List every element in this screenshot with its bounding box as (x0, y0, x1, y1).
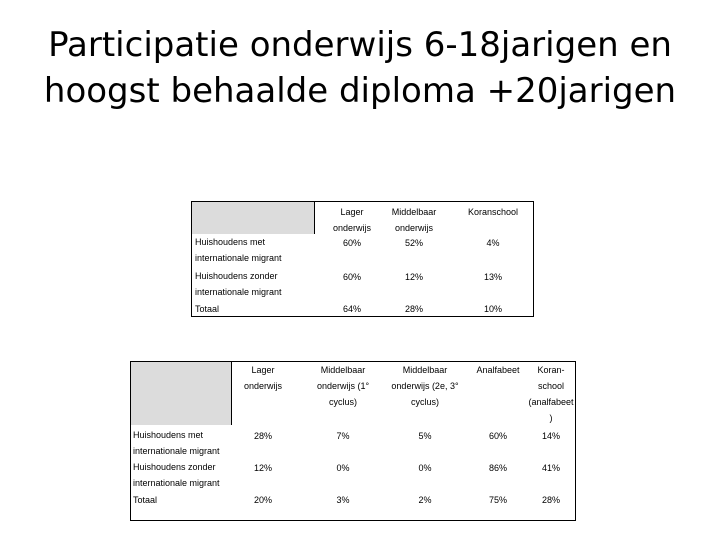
table2-header-analfabeet: Analfabeet (476, 365, 520, 375)
table2-row1-col1: 28% (253, 431, 272, 441)
table1-row2-col3: 13% (483, 272, 502, 282)
table2-row2-col1: 12% (253, 463, 272, 473)
table2-row3-col2: 3% (336, 495, 350, 505)
table2-row2-col4: 86% (488, 463, 507, 473)
table2-row3-col3: 2% (418, 495, 432, 505)
table1-row1-col1: 60% (342, 238, 361, 248)
table2-row3-col4: 75% (488, 495, 507, 505)
table2-row1-col5: 14% (541, 431, 560, 441)
table2-row1-label: Huishoudens met internationale migrant (133, 430, 220, 456)
table2-row2-label: Huishoudens zonder internationale migrant (133, 462, 220, 488)
table2-header-middelbaar-1: Middelbaar onderwijs (1° cyclus) (316, 365, 370, 407)
title-line-1: Participatie onderwijs 6-18jarigen en (48, 25, 672, 65)
table2-header-lager: Lager onderwijs (243, 365, 283, 391)
table2-row3-label: Totaal (133, 495, 158, 505)
table2-corner-shade (131, 362, 231, 425)
table2-header-koranschool: Koran- school (analfabeet ) (528, 365, 574, 423)
table2-row2-col3: 0% (418, 463, 432, 473)
table2-row1-col2: 7% (336, 431, 350, 441)
table2-row3-col1: 20% (253, 495, 272, 505)
table1-header-koranschool: Koranschool (467, 207, 519, 217)
table1-row1-col3: 4% (486, 238, 500, 248)
table1-row2-col1: 60% (342, 272, 361, 282)
table1-header-lager: Lager onderwijs (332, 207, 372, 233)
table1-row1-label: Huishoudens met internationale migrant (195, 237, 282, 263)
table2-row3-col5: 28% (541, 495, 560, 505)
table1-row3-col1: 64% (342, 304, 361, 314)
table1-header-middelbaar: Middelbaar onderwijs (391, 207, 437, 233)
table2-row2-col5: 41% (541, 463, 560, 473)
table1-row3-col3: 10% (483, 304, 502, 314)
slide-title (0, 22, 720, 114)
table2-row1-col3: 5% (418, 431, 432, 441)
table2-row1-col4: 60% (488, 431, 507, 441)
table2-row2-col2: 0% (336, 463, 350, 473)
table1-row3-label: Totaal (195, 304, 220, 314)
table1-row2-col2: 12% (404, 272, 423, 282)
table1-row1-col2: 52% (404, 238, 423, 248)
table1-row3-col2: 28% (404, 304, 423, 314)
table2-header-middelbaar-2: Middelbaar onderwijs (2e, 3° cyclus) (391, 365, 459, 407)
title-line-2: hoogst behaalde diploma +20jarigen (43, 71, 677, 111)
table1-row2-label: Huishoudens zonder internationale migrant (195, 271, 282, 297)
table1-corner-shade (192, 202, 314, 234)
